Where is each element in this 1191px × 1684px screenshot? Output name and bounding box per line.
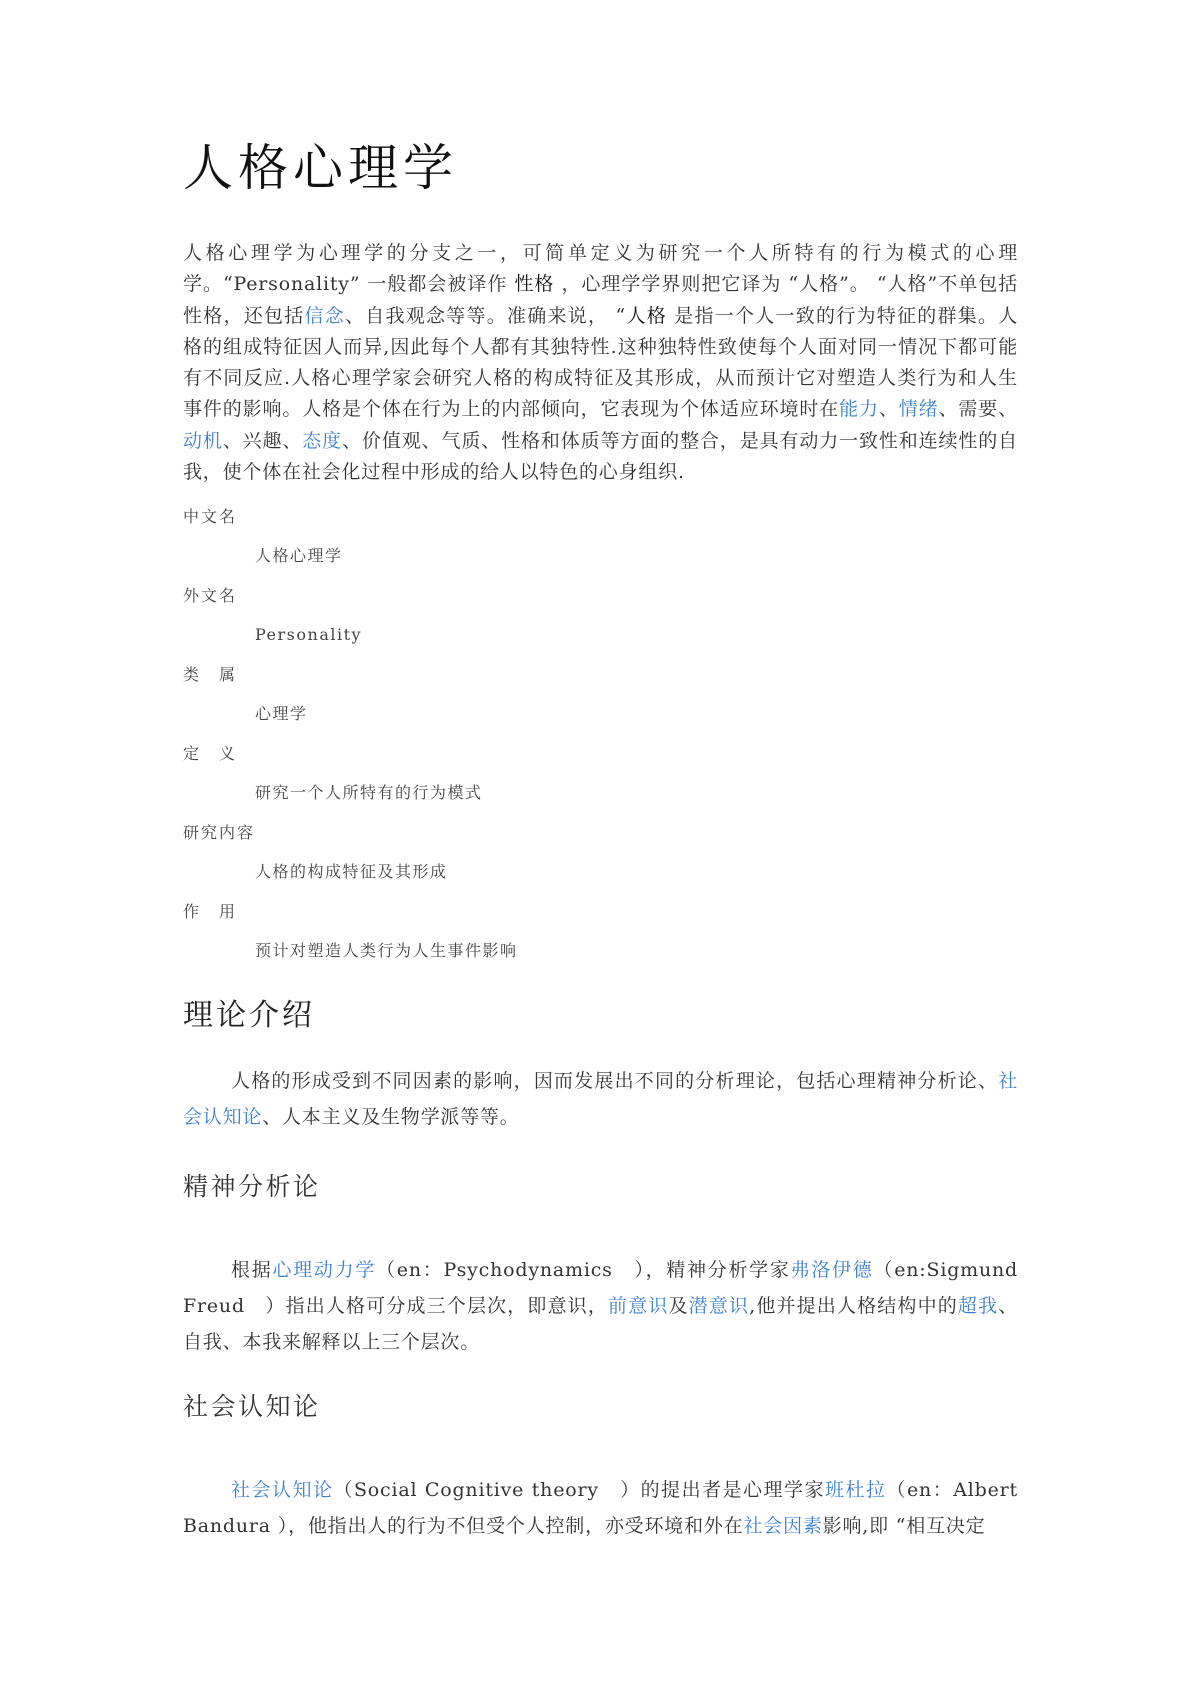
infobox-value: 心理学: [255, 704, 308, 723]
infobox-row: [183, 900, 1018, 979]
intro-text-7: 、兴趣、: [222, 429, 303, 452]
link-xinnian[interactable]: 信念: [304, 304, 345, 327]
link-subconscious[interactable]: 潜意识: [688, 1295, 750, 1317]
infobox-label: 研究内容: [183, 823, 256, 842]
infobox-row: [183, 821, 1018, 900]
section-heading-theory: 理论介绍: [183, 998, 315, 1033]
infobox-row: [183, 505, 1018, 584]
infobox-row: [183, 742, 1018, 821]
intro-text-4: 是指一个人一致的行为特征的群集。人格的组成特征因人而异,因此每个人都有其独特性.这种独特性致使每个人面对同一情况下都可能有不同反应.人格心理学家会研究人格的构成特征及其形成，从而预计它对塑造人类行为和人生事件的影响。人格是个体在行为上的内部倾向，它表现为个体适应环境时在: [183, 304, 1018, 421]
social-text-2: （en：Albert Bandura ），他指出人的行为不但受个人控制，亦受环境和外在: [183, 1479, 1018, 1537]
infobox-value: 人格心理学: [255, 546, 343, 565]
psycho-text-1: 根据: [231, 1259, 273, 1281]
infobox-value: 研究一个人所特有的行为模式: [255, 783, 483, 802]
intro-paragraph: [183, 238, 1018, 488]
psycho-text-3: （en:Sigmund Freud ）指出人格可分成三个层次，即意识，: [183, 1259, 1019, 1317]
intro-text-1: 人格心理学为心理学的分支之一，可简单定义为研究一个人所特有的行为模式的心理学。“Personality” 一般都会被译作: [183, 242, 1018, 296]
psycho-text-5: ,他并提出人格结构中的: [749, 1295, 958, 1317]
infobox-label: 中文名: [183, 507, 238, 526]
term-renge: 人格: [626, 304, 667, 327]
theory-text-1: 人格的形成受到不同因素的影响，因而发展出不同的分析理论，包括心理精神分析论、: [231, 1070, 999, 1092]
link-nengli[interactable]: 能力: [839, 398, 879, 421]
intro-text-2: ，心理学学界则把它译为 “人格”。 “人格”不单包括性格，还包括: [183, 273, 1019, 327]
infobox-label: 定义: [183, 744, 256, 763]
link-psychodynamics[interactable]: 心理动力学: [272, 1259, 377, 1281]
link-preconscious[interactable]: 前意识: [608, 1295, 669, 1317]
psycho-text-6: 、自我、本我来解释以上三个层次。: [183, 1295, 1018, 1353]
infobox-label: 作用: [183, 902, 256, 921]
link-superego[interactable]: 超我: [957, 1295, 999, 1317]
link-social-factors[interactable]: 社会因素: [743, 1515, 823, 1537]
link-social-cognitive[interactable]: 社会认知论: [183, 1070, 1018, 1128]
infobox-row: [183, 584, 1018, 663]
intro-text-3: 、自我观念等等。准确来说， “: [344, 304, 626, 327]
infobox-row: [183, 663, 1018, 742]
infobox-value: 预计对塑造人类行为人生事件影响: [255, 941, 518, 960]
infobox-value: Personality: [255, 625, 363, 644]
theory-paragraph: [183, 1063, 1018, 1135]
infobox: [183, 505, 1018, 979]
infobox-label: 外文名: [183, 586, 238, 605]
link-taidu[interactable]: 态度: [302, 429, 343, 452]
link-freud[interactable]: 弗洛伊德: [790, 1259, 874, 1281]
psycho-text-2: （en：Psychodynamics ），精神分析学家: [376, 1259, 791, 1281]
intro-text-6: 、需要、: [938, 398, 1018, 421]
theory-text-2: 、人本主义及生物学派等等。: [262, 1106, 520, 1128]
link-dongji[interactable]: 动机: [183, 429, 223, 452]
term-xingge: 性格: [514, 273, 555, 296]
infobox-value: 人格的构成特征及其形成: [255, 862, 448, 881]
social-text-3: 影响,即 “相互决定: [822, 1515, 986, 1537]
social-text-1: （Social Cognitive theory ）的提出者是心理学家: [333, 1479, 826, 1501]
page-title: 人格心理学: [183, 139, 458, 197]
link-qingxu[interactable]: 情绪: [898, 398, 939, 421]
infobox-label: 类属: [183, 665, 256, 684]
social-cognitive-paragraph: [183, 1472, 1018, 1544]
psycho-text-4: 及: [668, 1295, 689, 1317]
section-heading-psychoanalysis: 精神分析论: [183, 1172, 321, 1201]
psychoanalysis-paragraph: [183, 1252, 1018, 1360]
link-bandura[interactable]: 班杜拉: [825, 1479, 887, 1501]
link-social-cognitive-theory[interactable]: 社会认知论: [231, 1479, 334, 1501]
intro-text-8: 、价值观、气质、性格和体质等方面的整合，是具有动力一致性和连续性的自我，使个体在社会化过程中形成的给人以特色的心身组织.: [183, 429, 1018, 484]
intro-text-5: 、: [878, 398, 899, 421]
section-heading-social-cognitive: 社会认知论: [183, 1392, 321, 1421]
